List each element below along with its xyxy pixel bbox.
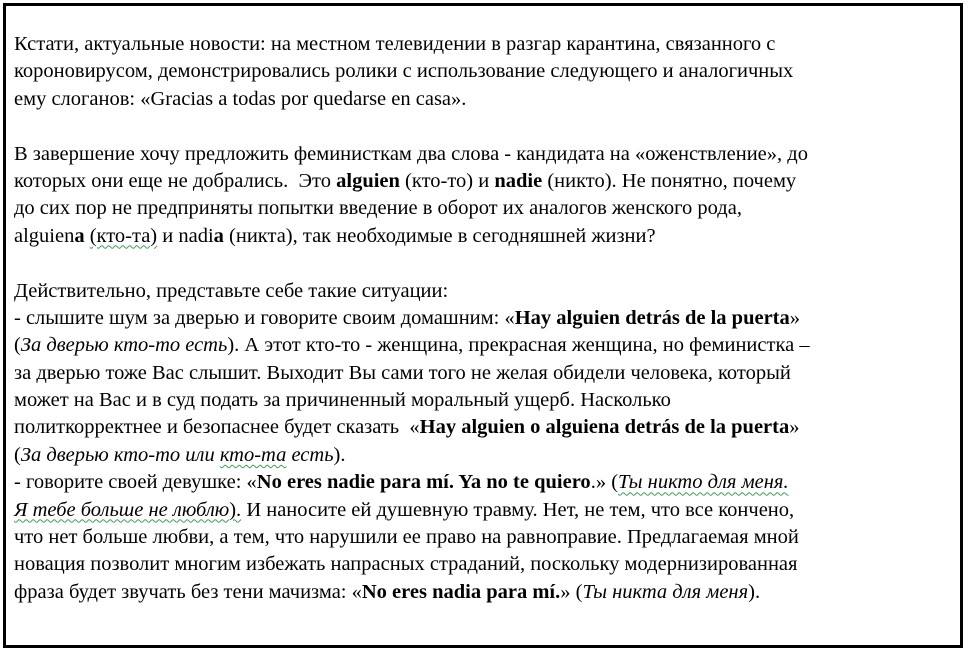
text-segment: (никта), так необходимые в сегодняшней жизни? — [223, 224, 656, 247]
text-line — [14, 86, 954, 113]
text-line — [14, 31, 954, 58]
text-segment: » — [789, 306, 800, 329]
text-segment: которых они еще не добрались. Это — [14, 169, 337, 192]
text-segment: В завершение хочу предложить феминисткам два слова - кандидата на «оженствление», до — [14, 142, 808, 165]
paragraph-gap — [14, 250, 954, 277]
text-line — [14, 58, 954, 85]
text-segment: новация позволит многим избежать напрасных страданий, поскольку модернизированная — [14, 553, 798, 576]
text-line — [14, 414, 954, 441]
text-segment: может на Вас и в суд подать за причиненный моральный ущерб. Насколько — [14, 389, 671, 412]
text-segment: короновирусом, демонстрировались ролики с использование следующего и аналогичных — [14, 60, 794, 83]
spellcheck-underline: Ты никто для меня. — [618, 471, 789, 494]
text-line — [14, 579, 954, 606]
italic-translation: есть — [286, 443, 334, 466]
text-segment: ему слоганов: «Gracias a todas por quedarse en casa». — [14, 87, 467, 110]
text-line — [14, 305, 954, 332]
bold-term: alguien — [336, 169, 400, 192]
text-segment: - слышите шум за дверью и говорите своим домашним: « — [14, 306, 515, 329]
text-segment: (кто-то) и — [399, 169, 495, 192]
text-segment: ( — [14, 334, 21, 357]
text-segment: ). — [748, 580, 761, 603]
bold-phrase: Hay alguien o alguiena detrás de la puerta — [419, 416, 790, 439]
text-segment: до сих пор не предприняты попытки введение в оборот их аналогов женского рода, — [14, 197, 742, 220]
italic-translation: За дверью кто-то или — [20, 443, 220, 466]
text-segment: Действительно, представьте себе такие ситуации: — [14, 279, 449, 302]
bold-phrase: Hay alguien detrás de la puerta — [514, 306, 790, 329]
bold-suffix: a — [74, 224, 85, 247]
text-segment: .» ( — [590, 471, 619, 494]
text-line — [14, 360, 954, 387]
text-segment: что нет больше любви, а тем, что нарушили ее право на равноправие. Предлагаемая мной — [14, 526, 799, 549]
text-line — [14, 551, 954, 578]
paragraph-gap — [14, 113, 954, 140]
bold-phrase: No eres nadia para mí. — [361, 580, 561, 603]
text-segment: » ( — [560, 580, 583, 603]
text-segment: и nadi — [157, 224, 214, 247]
text-line — [14, 223, 954, 250]
text-segment: alguien — [14, 224, 75, 247]
text-segment: И наносите ей душевную травму. Нет, не тем, что все кончено, — [241, 498, 795, 521]
text-line — [14, 387, 954, 414]
text-segment: за дверью тоже Вас слышит. Выходит Вы сами того не желая обидели человека, который — [14, 361, 791, 384]
text-segment: политкорректнее и безопаснее будет сказать « — [14, 416, 420, 439]
text-segment: ). — [333, 443, 346, 466]
spellcheck-underline: ). — [229, 498, 242, 521]
text-line — [14, 168, 954, 195]
text-line — [14, 524, 954, 551]
text-line — [14, 332, 954, 359]
text-line — [14, 442, 954, 469]
text-line — [14, 469, 954, 496]
text-segment: - говорите своей девушке: « — [14, 471, 257, 494]
text-line — [14, 195, 954, 222]
text-segment: ( — [14, 443, 21, 466]
text-segment: » — [789, 416, 800, 439]
italic-translation: За дверью кто-то есть — [20, 334, 228, 357]
text-segment: Кстати, актуальные новости: на местном телевидении в разгар карантина, связанного с — [14, 33, 776, 55]
bold-suffix: a — [213, 224, 224, 247]
text-line — [14, 278, 954, 305]
text-line — [14, 141, 954, 168]
document-text — [14, 31, 954, 606]
spellcheck-underline: (кто-та) — [89, 224, 158, 247]
text-segment: (никто). Не понятно, почему — [542, 169, 797, 192]
text-line — [14, 497, 954, 524]
italic-translation: Ты никта для меня — [582, 580, 749, 603]
text-segment: ). А этот кто-то - женщина, прекрасная женщина, но феминистка – — [227, 334, 810, 357]
bold-term: nadie — [494, 169, 543, 192]
text-segment: фраза будет звучать без тени мачизма: « — [14, 580, 362, 603]
spellcheck-underline: Я тебе больше не люблю — [14, 498, 230, 521]
spellcheck-underline: кто-та — [219, 443, 287, 466]
bold-phrase: No eres nadie para mí. Ya no te quiero — [256, 471, 591, 494]
